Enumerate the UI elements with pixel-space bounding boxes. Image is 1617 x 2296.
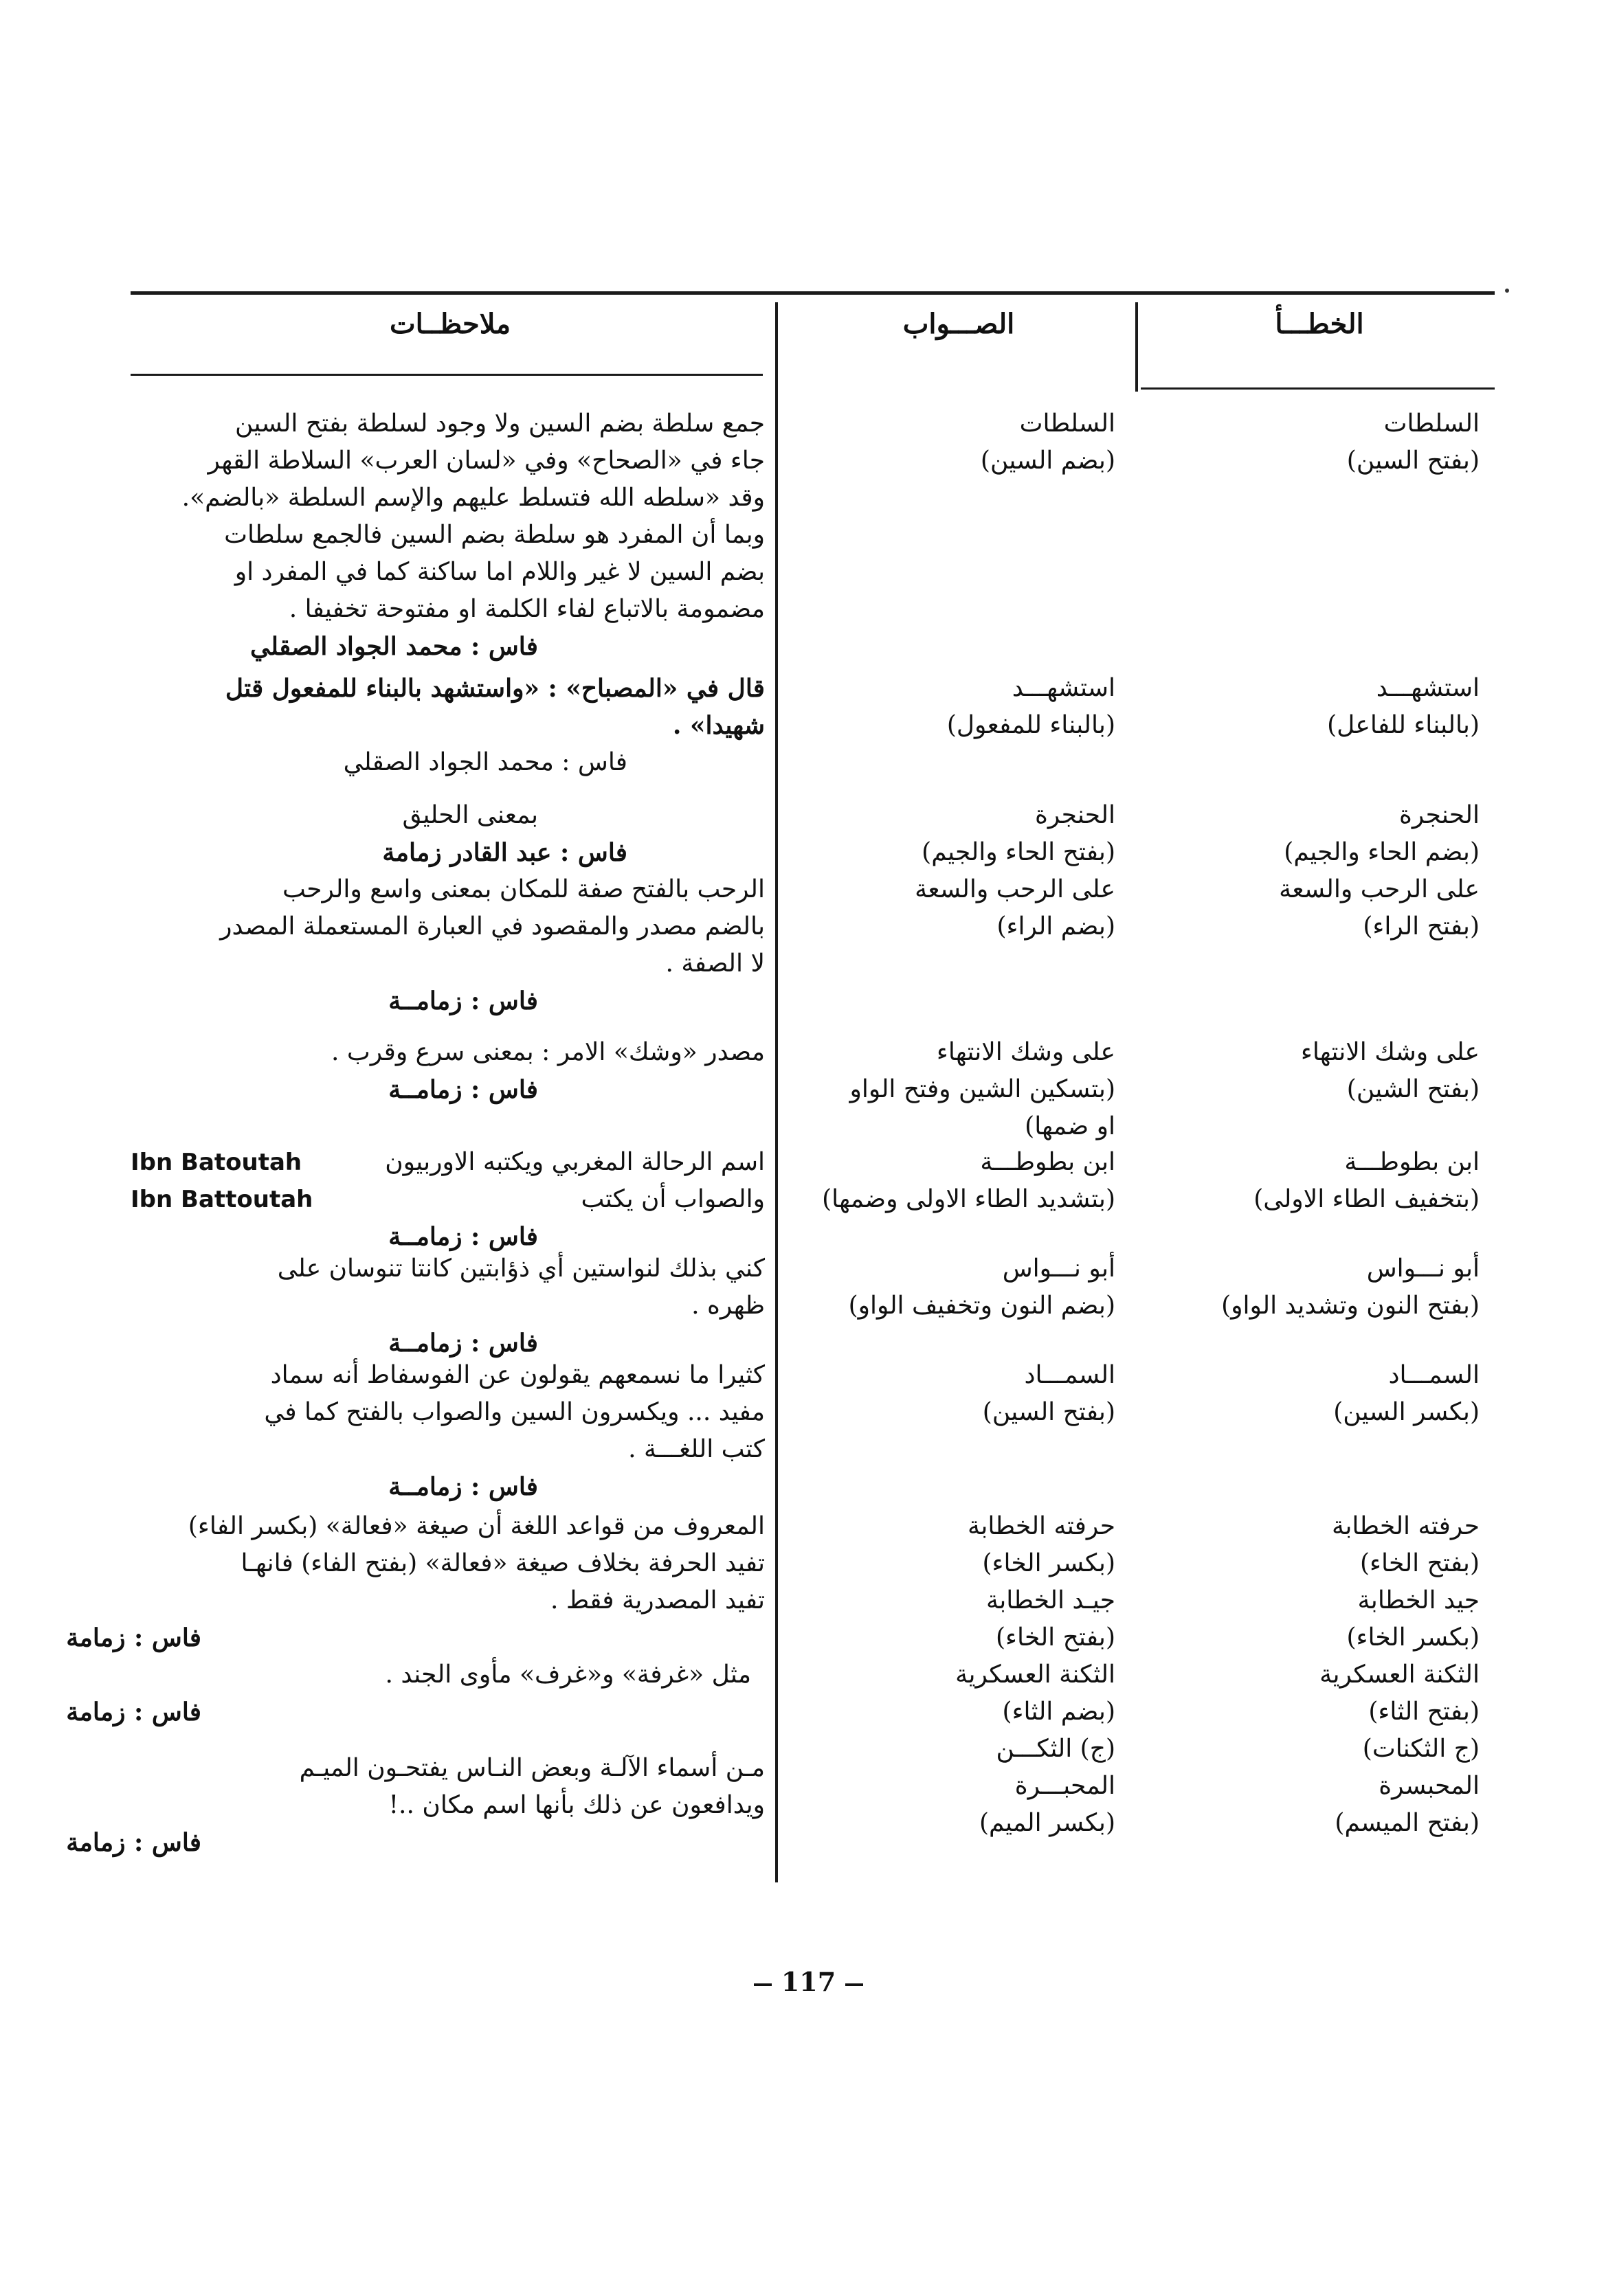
text-line: (بتشديد الطاء الاولى وضمها) xyxy=(822,1185,1115,1213)
text-line: السلطات xyxy=(1019,409,1115,438)
correct-cell xyxy=(772,405,1115,480)
text-line: كثيرا ما نسمعهم يقولون عن الفوسفاط أنه سماد xyxy=(270,1361,765,1389)
text-line: مـن أسماء الآلـة وبعض النـاس يفتحـون الميـم xyxy=(299,1754,765,1782)
text-line: استشهـــد xyxy=(1012,674,1115,702)
notes-cell xyxy=(36,1034,765,1108)
text-line: ويدافعون عن ذلك بأنها اسم مكان ..! xyxy=(388,1791,765,1819)
text-line: السمـــاد xyxy=(1024,1361,1115,1389)
text-line: (بتسكين الشين وفتح الواو xyxy=(849,1075,1115,1103)
text-line: بمعنى الحليق xyxy=(402,801,538,829)
correct-cell xyxy=(772,1144,1115,1218)
error-cell xyxy=(1163,670,1480,744)
text-line: (ج الثكنات) xyxy=(1362,1735,1480,1763)
error-cell xyxy=(1163,1250,1480,1325)
notes-cell xyxy=(36,405,765,665)
correct-cell xyxy=(772,1034,1115,1145)
text-line: وقد «سلطه الله فتسلط عليهم والإسم السلطة «بالضم». xyxy=(181,484,765,512)
text-line: (بضم الثاء) xyxy=(1002,1698,1115,1726)
text-line: (بفتح السين) xyxy=(982,1398,1115,1426)
text-line: مضمومة بالاتباع لفاء الكلمة او مفتوحة تخفيفا . xyxy=(289,595,765,623)
text-line: (بالبناء للمفعول) xyxy=(946,711,1115,739)
notes-cell xyxy=(36,1250,765,1362)
page-number: 117 xyxy=(0,1966,1617,1997)
column-divider xyxy=(1135,302,1138,392)
error-cell xyxy=(1163,1034,1480,1108)
speck xyxy=(1505,289,1509,293)
text-line: تفيد الحرفة بخلاف صيغة «فعالة» (بفتح الفاء) فانهـا xyxy=(241,1549,765,1577)
text-line: (بكسر الخاء) xyxy=(982,1549,1115,1577)
header-underline xyxy=(1141,387,1495,390)
text-line: تفيد المصدرية فقط . xyxy=(550,1586,765,1614)
signature: فاس : زمامــة xyxy=(388,1472,538,1501)
text-line: (بفتح الخاء) xyxy=(1360,1549,1480,1577)
text-line: والصواب أن يكتب xyxy=(581,1185,765,1213)
text-line: المعروف من قواعد اللغة أن صيغة «فعالة» (بكسر الفاء) xyxy=(188,1512,765,1540)
latin-name: Ibn Battoutah xyxy=(131,1186,313,1213)
signature: فاس : زمامة xyxy=(66,1828,201,1857)
text-line: قال في «المصباح» : «واستشهد بالبناء للمفعول قتل xyxy=(225,674,765,703)
header-notes: ملاحظــات xyxy=(389,308,511,340)
text-line: (بفتح الخاء) xyxy=(996,1623,1115,1652)
notes-cell xyxy=(36,797,765,1020)
text-line: جاء في «الصحاح» وفي «لسان العرب» السلاطة القهر xyxy=(208,447,765,475)
text-line: الحنجرة xyxy=(1398,801,1480,829)
text-line: استشهـــد xyxy=(1376,674,1480,702)
text-line: (بضم الراء) xyxy=(996,912,1115,941)
text-line: بالضم مصدر والمقصود في العبارة المستعملة المصدر xyxy=(220,912,765,941)
latin-name: Ibn Batoutah xyxy=(131,1149,302,1176)
header-error: الخطـــأ xyxy=(1275,308,1364,340)
text-line: (بالبناء للفاعل) xyxy=(1327,711,1480,739)
text-line: المحبسرة xyxy=(1379,1772,1480,1800)
signature: فاس : زمامــة xyxy=(388,1329,538,1358)
header-underline xyxy=(131,374,763,376)
correct-cell xyxy=(772,1357,1115,1431)
signature: فاس : زمامــة xyxy=(388,1075,538,1104)
text-line: (بكسر الميم) xyxy=(979,1809,1115,1837)
text-line: (بفتح الراء) xyxy=(1363,912,1480,941)
text-line: (بكسر الخاء) xyxy=(1346,1623,1480,1652)
text-line: (بضم النون وتخفيف الواو) xyxy=(848,1292,1115,1320)
text-line: على وشك الانتهاء xyxy=(936,1038,1115,1066)
text-line: شهيدا» . xyxy=(672,711,765,740)
text-line: اسم الرحالة المغربي ويكتبه الاوربيون xyxy=(385,1148,765,1176)
text-line: جيـد الخطابة xyxy=(985,1586,1115,1614)
text-line: أبو نـــواس xyxy=(1002,1254,1115,1283)
top-rule xyxy=(131,291,1495,295)
dash xyxy=(845,1983,863,1986)
text-line: (بفتح النون وتشديد الواو) xyxy=(1221,1292,1480,1320)
text-line: بضم السين لا غير واللام اما ساكنة كما في المفرد او xyxy=(234,558,765,586)
signature: فاس : زمامة xyxy=(66,1698,201,1726)
text-line xyxy=(36,1731,765,1750)
text-line: السلطات xyxy=(1383,409,1480,438)
text-line: ظهره . xyxy=(691,1292,765,1320)
text-line: كني بذلك لنواستين أي ذؤابتين كانتا تنوسان على xyxy=(277,1254,765,1283)
notes-cell xyxy=(36,1357,765,1505)
text-line: لا الصفة . xyxy=(665,949,765,978)
notes-cell xyxy=(36,1508,765,1861)
text-line: المحبـــرة xyxy=(1014,1772,1115,1800)
signature: فاس : زمامــة xyxy=(388,987,538,1015)
error-cell xyxy=(1163,1144,1480,1218)
text-line: حرفته الخطابة xyxy=(1332,1512,1480,1540)
text-line: مثل «غرفة» و«غرف» مأوى الجند . xyxy=(385,1661,751,1689)
text-line: ابن بطوطـــة xyxy=(980,1148,1115,1176)
text-line: او ضمها) xyxy=(1025,1112,1115,1140)
text-line: حرفته الخطابة xyxy=(968,1512,1115,1540)
text-line: الثكنة العسكرية xyxy=(955,1661,1115,1689)
text-line: (بضم السين) xyxy=(980,447,1115,475)
signature: فاس : عبد القادر زمامة xyxy=(382,838,627,867)
text-line: كتب اللغـــة . xyxy=(628,1435,765,1463)
text-line: على الرحب والسعة xyxy=(915,875,1115,903)
signature: فاس : محمد الجواد الصقلي xyxy=(343,748,627,776)
header-correct: الصـــواب xyxy=(902,308,1015,340)
error-cell xyxy=(1163,1508,1480,1842)
text-line: (بفتح الحاء والجيم) xyxy=(922,838,1115,866)
text-line: (بضم الحاء والجيم) xyxy=(1284,838,1480,866)
text-line: (ج) الثكـــن xyxy=(996,1735,1115,1763)
text-line: على وشك الانتهاء xyxy=(1300,1038,1480,1066)
text-line: (بفتح الميسم) xyxy=(1335,1809,1480,1837)
correct-cell xyxy=(772,797,1115,945)
dash xyxy=(754,1983,772,1986)
correct-cell xyxy=(772,1250,1115,1325)
text-line: الحنجرة xyxy=(1034,801,1115,829)
text-line: وبما أن المفرد هو سلطة بضم السين فالجمع سلطات xyxy=(224,521,765,549)
text-line: جيد الخطابة xyxy=(1357,1586,1480,1614)
text-line: جمع سلطة بضم السين ولا وجود لسلطة بفتح السين xyxy=(235,409,765,438)
signature: فاس : زمامــة xyxy=(388,1222,538,1251)
text-line: مفيد ... ويكسرون السين والصواب بالفتح كما في xyxy=(264,1398,765,1426)
text-line: الثكنة العسكرية xyxy=(1319,1661,1480,1689)
text-line: (بتخفيف الطاء الاولى) xyxy=(1253,1185,1480,1213)
signature: فاس : زمامة xyxy=(66,1623,201,1652)
text-line: (بفتح الثاء) xyxy=(1368,1698,1480,1726)
error-cell xyxy=(1163,405,1480,480)
text-line: (بفتح السين) xyxy=(1346,447,1480,475)
text-line: مصدر «وشك» الامر : بمعنى سرع وقرب . xyxy=(331,1038,765,1066)
text-line: الرحب بالفتح صفة للمكان بمعنى واسع والرحب xyxy=(282,875,765,903)
correct-cell xyxy=(772,1508,1115,1842)
signature: فاس : محمد الجواد الصقلي xyxy=(250,632,538,661)
text-line: (بكسر السين) xyxy=(1333,1398,1480,1426)
error-cell xyxy=(1163,1357,1480,1431)
text-line: على الرحب والسعة xyxy=(1279,875,1480,903)
text-line: (بفتح الشين) xyxy=(1346,1075,1480,1103)
text-line: ابن بطوطـــة xyxy=(1344,1148,1480,1176)
correct-cell xyxy=(772,670,1115,744)
notes-cell xyxy=(36,670,765,781)
error-cell xyxy=(1163,797,1480,945)
text-line: السمـــاد xyxy=(1388,1361,1480,1389)
text-line: أبو نـــواس xyxy=(1366,1254,1480,1283)
